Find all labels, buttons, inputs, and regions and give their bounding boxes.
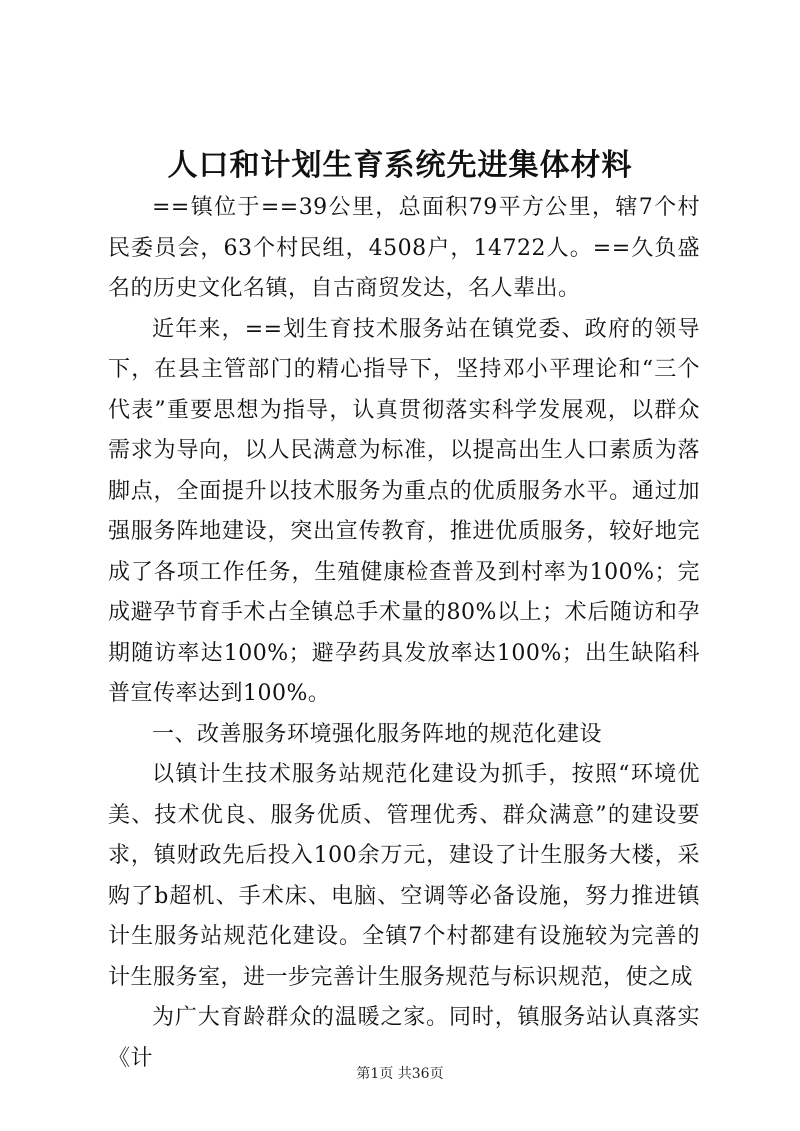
section-heading-1: 一、改善服务环境强化服务阵地的规范化建设: [152, 721, 603, 747]
paragraph-recent-years: 近年来，==划生育技术服务站在镇党委、政府的领导下，在县主管部门的精心指导下，坚持邓小平理论和“三个代表”重要思想为指导，认真贯彻落实科学发展观，以群众需求为导向，以人民满意为标准，以提高出生人口素质为落脚点，全面提升以技术服务为重点的优质服务水平。通过加强服务阵地建设，突出宣传教育，推进优质服务，较好地完成了各项工作任务，生殖健康检查普及到村率为100%；完成避孕节育手术占全镇总手术量的80%以上；术后随访和孕期随访率达100%；避孕药具发放率达100%；出生缺陷科普宣传率达到100%。: [108, 316, 700, 706]
paragraph-town-overview: ==镇位于==39公里，总面积79平方公里，辖7个村民委员会，63个村民组，4508户，14722人。==久负盛名的历史文化名镇，自古商贸发达，名人辈出。: [108, 195, 700, 301]
document-title: 人口和计划生育系统先进集体材料: [167, 148, 633, 183]
paragraph-standardization: 以镇计生技术服务站规范化建设为抓手，按照“环境优美、技术优良、服务优质、管理优秀、群众满意”的建设要求，镇财政先后投入100余万元，建设了计生服务大楼，采购了b超机、手术床、电脑、空调等必备设施，努力推进镇计生服务站规范化建设。全镇7个村都建有设施较为完善的计生服务室，进一步完善计生服务规范与标识规范，使之成: [108, 762, 700, 990]
document-body: [108, 188, 700, 1079]
paragraph-continuation: 为广大育龄群众的温暖之家。同时，镇服务站认真落实《计: [108, 1005, 700, 1071]
page-number-footer: 第1页 共36页: [356, 1066, 444, 1082]
